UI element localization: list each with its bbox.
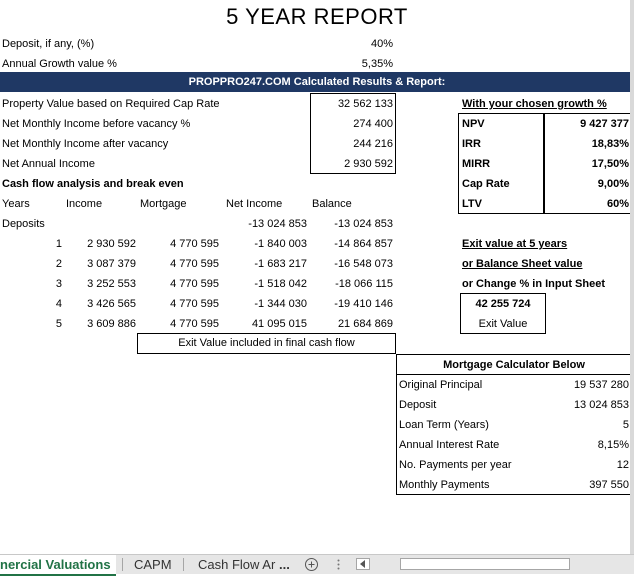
scroll-left-icon [357, 559, 369, 569]
cell-balance[interactable]: -14 864 857 [334, 238, 393, 250]
mortgage-value[interactable]: 5 [622, 419, 629, 431]
result-value[interactable]: 2 930 592 [344, 158, 393, 170]
deposit-label: Deposit, if any, (%) [2, 38, 95, 50]
cell-mortgage[interactable]: 4 770 595 [170, 278, 219, 290]
cashflow-heading: Cash flow analysis and break even [2, 178, 184, 190]
deposit-value[interactable]: 40% [370, 38, 393, 50]
metric-label-npv: NPV [462, 118, 485, 130]
exit-value[interactable]: 42 255 724 [475, 298, 531, 310]
results-banner: PROPPRO247.COM Calculated Results & Report: [0, 72, 634, 92]
cell-year[interactable]: 1 [55, 238, 62, 250]
metric-value-npv[interactable]: 9 427 377 [580, 118, 629, 130]
cell-mortgage[interactable]: 4 770 595 [170, 258, 219, 270]
cell-balance[interactable]: 21 684 869 [337, 318, 393, 330]
mortgage-label: Annual Interest Rate [399, 439, 500, 451]
cell-year[interactable]: 3 [55, 278, 62, 290]
mortgage-value[interactable]: 397 550 [589, 479, 629, 491]
mortgage-value[interactable]: 12 [616, 459, 629, 471]
vertical-scrollbar-edge[interactable] [630, 0, 634, 554]
col-header-years: Years [2, 198, 30, 210]
tab-more[interactable]: ... [279, 557, 290, 572]
mortgage-value[interactable]: 8,15% [597, 439, 629, 451]
result-label: Net Monthly Income before vacancy % [2, 118, 191, 130]
exit-value-caption: Exit Value [478, 318, 528, 330]
cell-income[interactable]: 3 087 379 [87, 258, 136, 270]
cell-year[interactable]: 5 [55, 318, 62, 330]
metric-value-irr[interactable]: 18,83% [591, 138, 629, 150]
result-label: Net Annual Income [2, 158, 95, 170]
cell-year[interactable]: 4 [55, 298, 62, 310]
metric-label-cap-rate: Cap Rate [462, 178, 510, 190]
mortgage-label: Deposit [399, 399, 437, 411]
metric-label-irr: IRR [462, 138, 481, 150]
deposits-net[interactable]: -13 024 853 [248, 218, 307, 230]
horizontal-scrollbar[interactable] [400, 558, 570, 570]
scroll-left-button[interactable] [356, 558, 370, 570]
vertical-dots-icon[interactable] [336, 558, 341, 571]
result-label: Net Monthly Income after vacancy [2, 138, 169, 150]
mortgage-label: Original Principal [399, 379, 483, 391]
cell-balance[interactable]: -19 410 146 [334, 298, 393, 310]
metric-value-ltv[interactable]: 60% [606, 198, 629, 210]
mortgage-value[interactable]: 19 537 280 [573, 379, 629, 391]
cell-year[interactable]: 2 [55, 258, 62, 270]
tab-commercial-valuations[interactable]: nercial Valuations [0, 555, 116, 576]
cell-income[interactable]: 3 609 886 [87, 318, 136, 330]
cell-balance[interactable]: -16 548 073 [334, 258, 393, 270]
report-title: 5 YEAR REPORT [226, 4, 408, 29]
tab-capm[interactable]: CAPM [134, 557, 172, 572]
result-label: Property Value based on Required Cap Rate [2, 98, 220, 110]
exit-line-2: or Balance Sheet value [462, 258, 583, 270]
cell-mortgage[interactable]: 4 770 595 [170, 318, 219, 330]
mortgage-label: Monthly Payments [399, 479, 490, 491]
metric-label-mirr: MIRR [462, 158, 491, 170]
exit-value-note: Exit Value included in final cash flow [137, 333, 396, 354]
mortgage-heading: Mortgage Calculator Below [443, 359, 585, 371]
col-header-mortgage: Mortgage [140, 198, 187, 210]
col-header-income: Income [66, 198, 103, 210]
tab-separator [122, 558, 123, 571]
exit-line-3: or Change % in Input Sheet [462, 278, 606, 290]
metric-value-mirr[interactable]: 17,50% [591, 158, 629, 170]
exit-line-1: Exit value at 5 years [462, 238, 568, 250]
mortgage-label: Loan Term (Years) [399, 419, 489, 431]
mortgage-value[interactable]: 13 024 853 [573, 399, 629, 411]
cell-net-income[interactable]: -1 518 042 [254, 278, 307, 290]
metric-label-ltv: LTV [462, 198, 482, 210]
tab-separator [183, 558, 184, 571]
cell-mortgage[interactable]: 4 770 595 [170, 298, 219, 310]
cell-net-income[interactable]: 41 095 015 [251, 318, 307, 330]
cell-mortgage[interactable]: 4 770 595 [170, 238, 219, 250]
plus-circle-icon[interactable] [304, 557, 319, 572]
cell-income[interactable]: 3 252 553 [87, 278, 136, 290]
deposits-balance[interactable]: -13 024 853 [334, 218, 393, 230]
tab-cash-flow[interactable]: Cash Flow Ar [198, 557, 276, 572]
cell-net-income[interactable]: -1 840 003 [254, 238, 307, 250]
cell-net-income[interactable]: -1 683 217 [254, 258, 307, 270]
result-value[interactable]: 274 400 [353, 118, 393, 130]
col-header-net-income: Net Income [226, 198, 283, 210]
growth-value[interactable]: 5,35% [361, 58, 393, 70]
result-value[interactable]: 32 562 133 [337, 98, 393, 110]
col-header-balance: Balance [312, 198, 352, 210]
metric-value-cap-rate[interactable]: 9,00% [597, 178, 629, 190]
result-value[interactable]: 244 216 [353, 138, 393, 150]
cell-income[interactable]: 2 930 592 [87, 238, 136, 250]
mortgage-label: No. Payments per year [399, 459, 512, 471]
sheet-tab-bar [0, 554, 634, 574]
growth-label: Annual Growth value % [2, 58, 117, 70]
cell-net-income[interactable]: -1 344 030 [254, 298, 307, 310]
cell-income[interactable]: 3 426 565 [87, 298, 136, 310]
growth-heading: With your chosen growth % [462, 98, 607, 110]
cell-balance[interactable]: -18 066 115 [335, 278, 393, 290]
deposits-label: Deposits [2, 218, 45, 230]
